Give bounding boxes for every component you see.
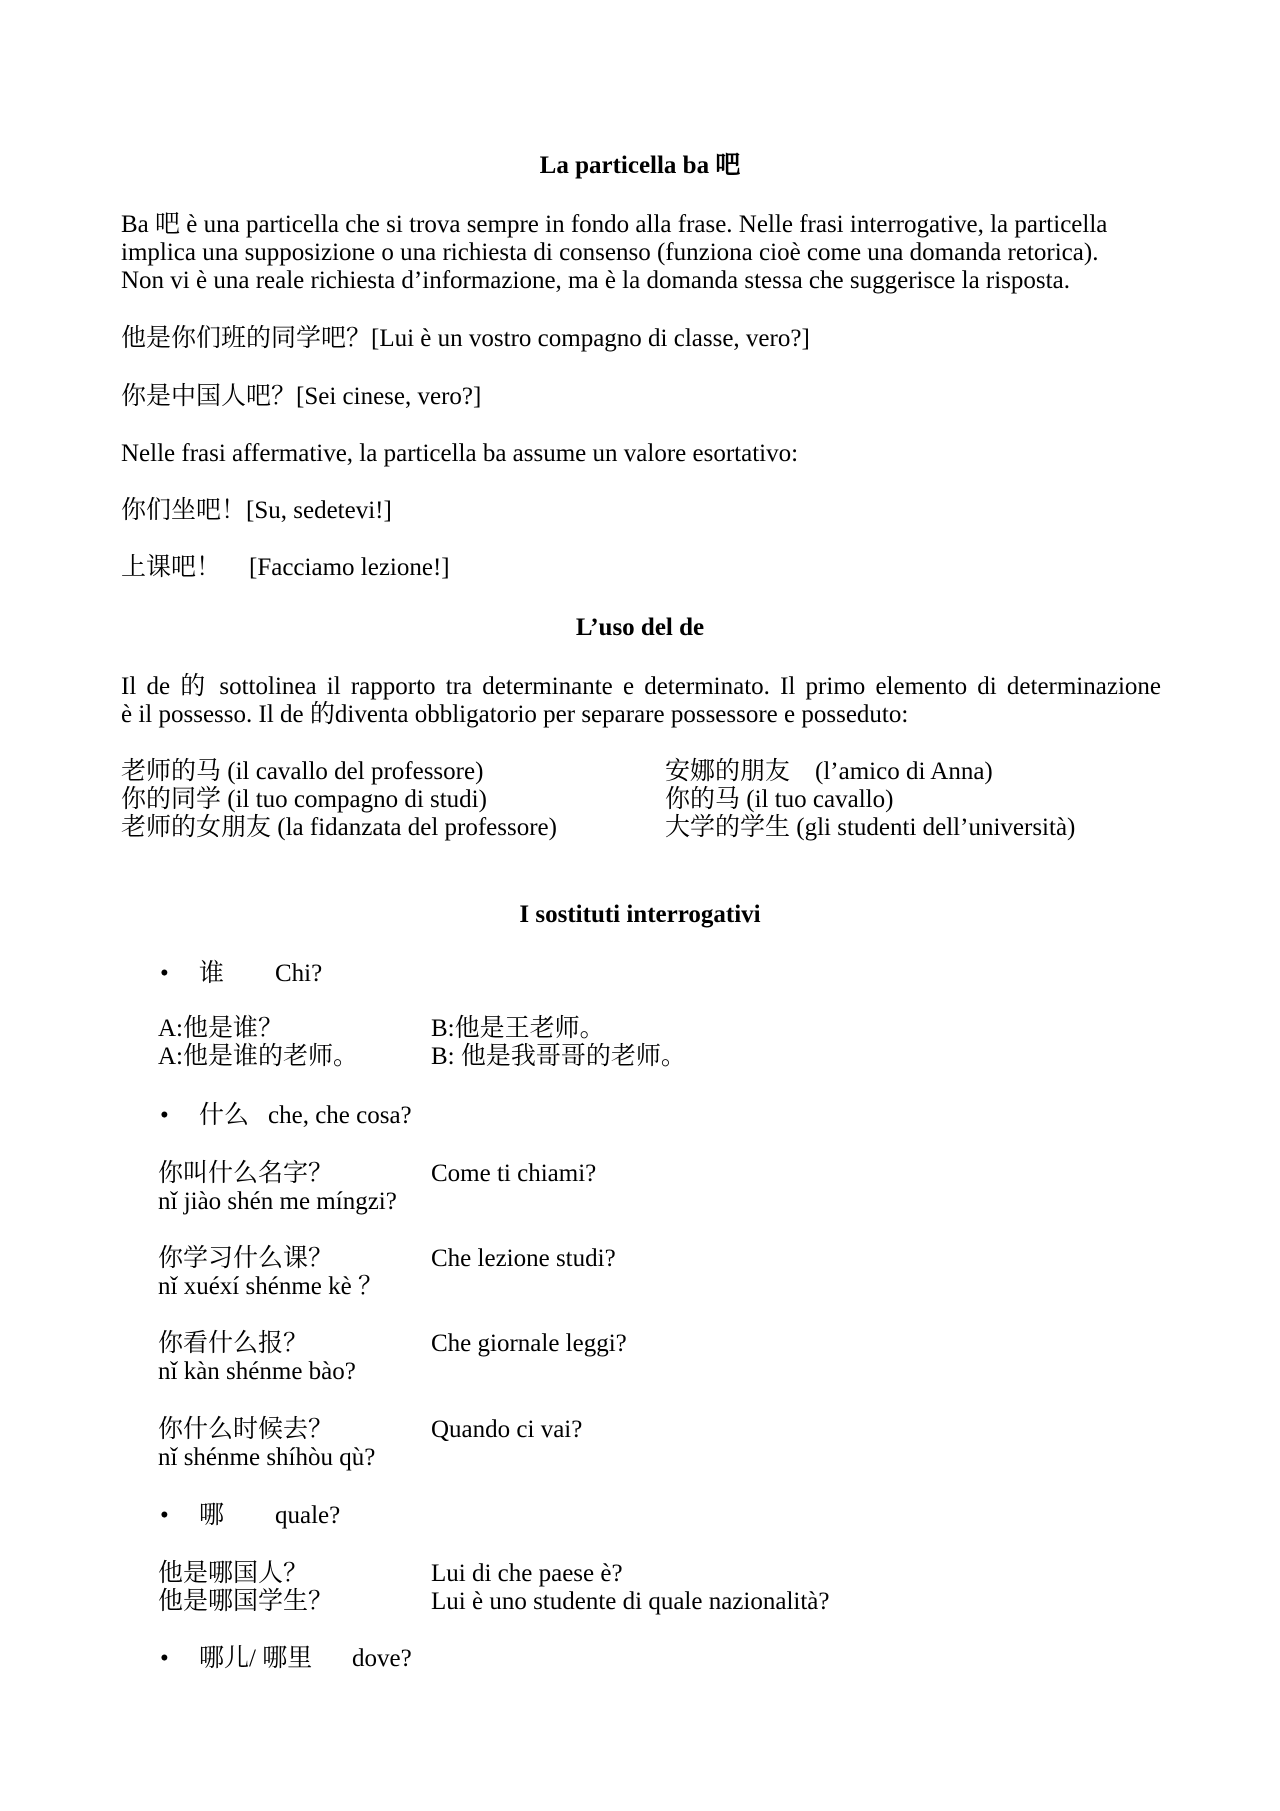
example-exhortative-2 bbox=[121, 554, 450, 582]
interrogative-meaning: quale? bbox=[275, 1502, 341, 1529]
intro-line: è il possesso. Il de 的diventa obbligatorio per separare possessore e posseduto: bbox=[121, 701, 909, 728]
intro-line: Non vi è una reale richiesta d’informazione, ma è la domanda stessa che suggerisce la risposta. bbox=[121, 267, 1070, 294]
na-examples-it bbox=[431, 1560, 829, 1616]
de-example bbox=[665, 814, 1075, 842]
bullet-icon: • bbox=[160, 1102, 169, 1129]
interrogative-word: 什么 bbox=[199, 1102, 250, 1129]
example-zh: 你是中国人吧？ bbox=[121, 383, 297, 410]
interrogative-word: 谁 bbox=[199, 960, 225, 987]
example-zh: 他是哪国学生？ bbox=[158, 1588, 334, 1615]
example-it: [Lui è un vostro compagno di classe, vero?] bbox=[371, 325, 810, 352]
example-it: (gli studenti dell’università) bbox=[790, 814, 1076, 841]
example-zh: 你的同学 bbox=[121, 786, 222, 813]
example-zh: 你什么时候去？ bbox=[158, 1416, 334, 1443]
de-example bbox=[121, 814, 557, 842]
bullet-icon: • bbox=[160, 960, 169, 987]
dialogue-line: A:他是谁？ bbox=[158, 1015, 284, 1042]
example-zh: 你的马 bbox=[665, 786, 741, 813]
de-example bbox=[665, 758, 1075, 786]
intro-line: implica una supposizione o una richiesta di consenso (funziona cioè come una domanda retorica). bbox=[121, 239, 1099, 266]
dialogue-line: B:他是王老师。 bbox=[431, 1015, 605, 1042]
example-it: (il tuo cavallo) bbox=[740, 786, 894, 813]
example-zh: 上课吧！ bbox=[121, 554, 222, 581]
dialogue-a bbox=[158, 1015, 358, 1071]
section-title-de: L’uso del de bbox=[575, 614, 705, 641]
example-zh: 老师的马 bbox=[121, 758, 222, 785]
example-it: [Sei cinese, vero?] bbox=[296, 383, 482, 410]
dialogue-b bbox=[431, 1015, 686, 1071]
example-pinyin: nǐ kàn shénme bào? bbox=[158, 1358, 356, 1385]
bullet-icon: • bbox=[160, 1502, 169, 1529]
example-zh: 他是哪国人？ bbox=[158, 1560, 309, 1587]
interrogative-meaning: dove? bbox=[352, 1645, 412, 1672]
example-pinyin: nǐ shénme shíhòu qù? bbox=[158, 1444, 376, 1471]
example-pinyin: nǐ xuéxí shénme kè ？ bbox=[158, 1273, 383, 1300]
section-title-interrogativi: I sostituti interrogativi bbox=[519, 901, 761, 928]
example-it: Che lezione studi? bbox=[431, 1245, 616, 1272]
example-question-1 bbox=[121, 325, 810, 353]
bullet-icon: • bbox=[160, 1645, 169, 1672]
de-examples-right bbox=[665, 758, 1075, 842]
dialogue-line: B: 他是我哥哥的老师。 bbox=[431, 1043, 686, 1070]
example-it: [Su, sedetevi!] bbox=[246, 497, 392, 524]
example-zh: 安娜的朋友 bbox=[665, 758, 791, 785]
de-example bbox=[121, 786, 557, 814]
example-zh: 你学习什么课？ bbox=[158, 1245, 334, 1272]
example-it: (l’amico di Anna) bbox=[790, 758, 993, 785]
example-it: Come ti chiami? bbox=[431, 1160, 597, 1187]
dialogue-line: A:他是谁的老师。 bbox=[158, 1043, 359, 1070]
shenme-example bbox=[158, 1160, 397, 1216]
example-zh: 你们坐吧！ bbox=[121, 497, 247, 524]
example-question-2 bbox=[121, 383, 481, 411]
example-it: (il tuo compagno di studi) bbox=[221, 786, 487, 813]
example-zh: 老师的女朋友 bbox=[121, 814, 272, 841]
section-title-ba: La particella ba 吧 bbox=[539, 152, 741, 179]
shenme-example bbox=[158, 1330, 356, 1386]
na-examples-zh bbox=[158, 1560, 333, 1616]
shenme-example bbox=[158, 1245, 383, 1301]
intro-line: Ba 吧 è una particella che si trova sempre in fondo alla frase. Nelle frasi interrogative, la particella bbox=[121, 211, 1108, 238]
example-it: Che giornale leggi? bbox=[431, 1330, 627, 1357]
de-example bbox=[665, 786, 1075, 814]
intro-line: Il de 的 sottolinea il rapporto tra determinante e determinato. Il primo elemento di determinazione bbox=[121, 673, 1161, 700]
example-zh: 他是你们班的同学吧？ bbox=[121, 325, 372, 352]
de-example bbox=[121, 758, 557, 786]
affirmative-note: Nelle frasi affermative, la particella ba assume un valore esortativo: bbox=[121, 440, 799, 467]
example-it: [Facciamo lezione!] bbox=[249, 554, 450, 581]
interrogative-meaning: che, che cosa? bbox=[268, 1102, 412, 1129]
interrogative-word: 哪儿/ 哪里 bbox=[199, 1645, 313, 1672]
intro-paragraph-ba bbox=[121, 211, 1161, 295]
de-examples-left bbox=[121, 758, 557, 842]
interrogative-word: 哪 bbox=[199, 1502, 225, 1529]
example-zh: 你叫什么名字？ bbox=[158, 1160, 334, 1187]
example-it: Lui è uno studente di quale nazionalità? bbox=[431, 1588, 830, 1615]
example-exhortative-1 bbox=[121, 497, 392, 525]
example-pinyin: nǐ jiào shén me míngzi? bbox=[158, 1188, 397, 1215]
example-zh: 大学的学生 bbox=[665, 814, 791, 841]
intro-paragraph-de bbox=[121, 673, 1161, 729]
example-it: (la fidanzata del professore) bbox=[271, 814, 557, 841]
shenme-example bbox=[158, 1416, 375, 1472]
example-it: (il cavallo del professore) bbox=[221, 758, 484, 785]
example-it: Lui di che paese è? bbox=[431, 1560, 623, 1587]
example-zh: 你看什么报？ bbox=[158, 1330, 309, 1357]
interrogative-meaning: Chi? bbox=[275, 960, 323, 987]
example-it: Quando ci vai? bbox=[431, 1416, 583, 1443]
